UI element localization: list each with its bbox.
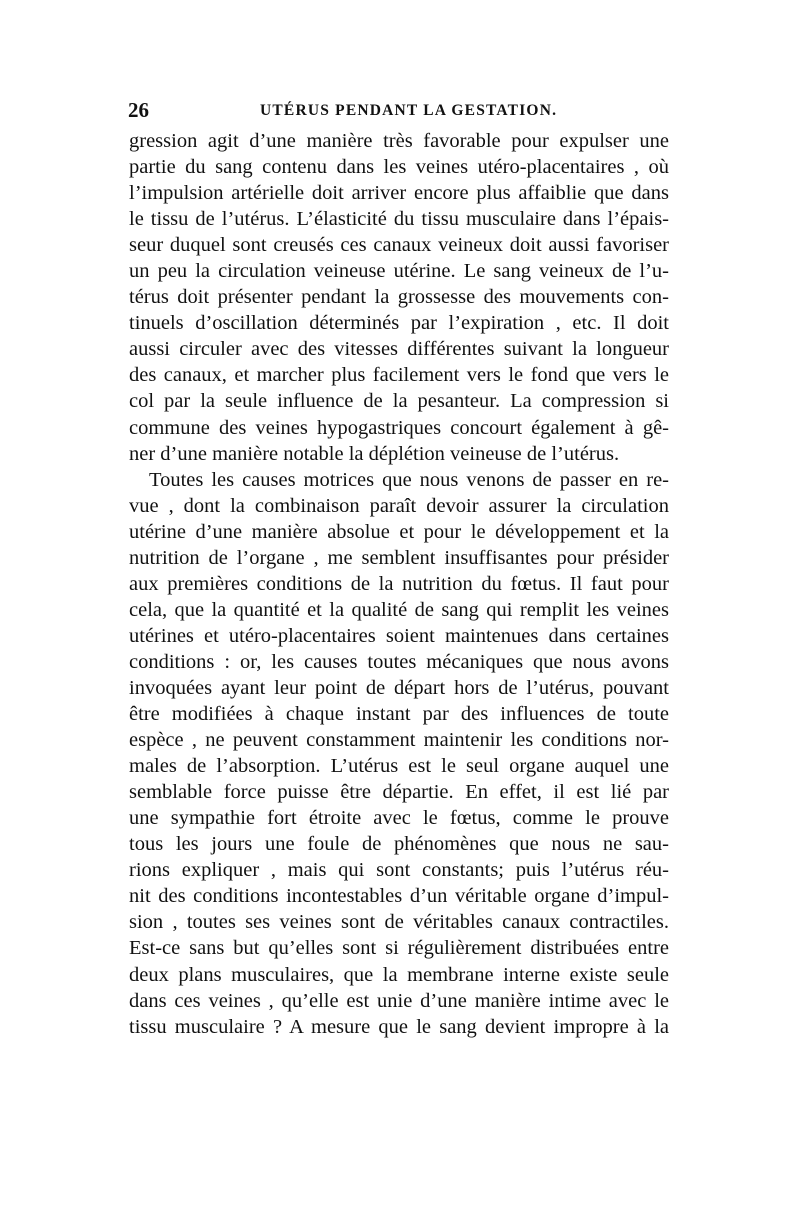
text-line: des canaux, et marcher plus facilement vers le fond que vers le (129, 364, 669, 387)
text-line: tinuels d’oscillation déterminés par l’expiration , etc. Il doit (129, 312, 669, 335)
running-head (128, 98, 672, 122)
text-line: rions expliquer , mais qui sont constants; puis l’utérus réu- (129, 859, 669, 882)
text-line: invoquées ayant leur point de départ hors de l’utérus, pouvant (129, 676, 669, 699)
page-number: 26 (128, 98, 149, 122)
text-line: dans ces veines , qu’elle est unie d’une manière intime avec le (129, 989, 669, 1012)
text-line: gression agit d’une manière très favorable pour expulser une (129, 130, 669, 152)
body-text (129, 128, 669, 1040)
text-line: deux plans musculaires, que la membrane interne existe seule (129, 963, 669, 986)
text-line: un peu la circulation veineuse utérine. Le sang veineux de l’u- (129, 260, 669, 283)
text-line: être modifiées à chaque instant par des influences de toute (129, 703, 669, 726)
text-line: seur duquel sont creusés ces canaux veineux doit aussi favoriser (129, 234, 669, 257)
text-line: térus doit présenter pendant la grossesse des mouvements con- (129, 286, 669, 309)
text-line: males de l’absorption. L’utérus est le seul organe auquel une (129, 755, 669, 778)
text-line: le tissu de l’utérus. L’élasticité du tissu musculaire dans l’épais- (129, 208, 669, 231)
text-line: partie du sang contenu dans les veines utéro-placentaires , où (129, 156, 669, 179)
paragraph-first-line: Toutes les causes motrices que nous venons de passer en re- (149, 468, 669, 491)
text-line: conditions : or, les causes toutes mécaniques que nous avons (129, 650, 669, 673)
text-line: tous les jours une foule de phénomènes que nous ne sau- (129, 833, 669, 856)
running-title: UTÉRUS PENDANT LA GESTATION. (260, 102, 558, 119)
text-line: tissu musculaire ? A mesure que le sang devient impropre à la (129, 1015, 669, 1038)
text-line: une sympathie fort étroite avec le fœtus, comme le prouve (129, 807, 669, 830)
text-line: commune des veines hypogastriques concourt également à gê- (129, 416, 669, 439)
paragraph-last-line: ner d’une manière notable la déplétion veineuse de l’utérus. (129, 442, 620, 465)
text-line: aussi circuler avec des vitesses différentes suivant la longueur (129, 338, 669, 361)
text-line: aux premières conditions de la nutrition du fœtus. Il faut pour (129, 572, 669, 595)
text-line: cela, que la quantité et la qualité de sang qui remplit les veines (129, 598, 669, 621)
text-line: nutrition de l’organe , me semblent insuffisantes pour présider (129, 546, 669, 569)
text-line: espèce , ne peuvent constamment maintenir les conditions nor- (129, 729, 669, 752)
text-line: vue , dont la combinaison paraît devoir assurer la circulation (129, 494, 669, 517)
text-line: sion , toutes ses veines sont de véritables canaux contractiles. (129, 911, 669, 934)
text-line: col par la seule influence de la pesanteur. La compression si (129, 390, 669, 413)
text-line: utérine d’une manière absolue et pour le développement et la (129, 520, 669, 543)
text-line: utérines et utéro-placentaires soient maintenues dans certaines (129, 624, 669, 647)
text-line: nit des conditions incontestables d’un véritable organe d’impul- (129, 885, 669, 908)
text-line: Est-ce sans but qu’elles sont si régulièrement distribuées entre (129, 937, 669, 960)
text-line: semblable force puisse être départie. En effet, il est lié par (129, 781, 669, 804)
text-line: l’impulsion artérielle doit arriver encore plus affaiblie que dans (129, 182, 669, 205)
